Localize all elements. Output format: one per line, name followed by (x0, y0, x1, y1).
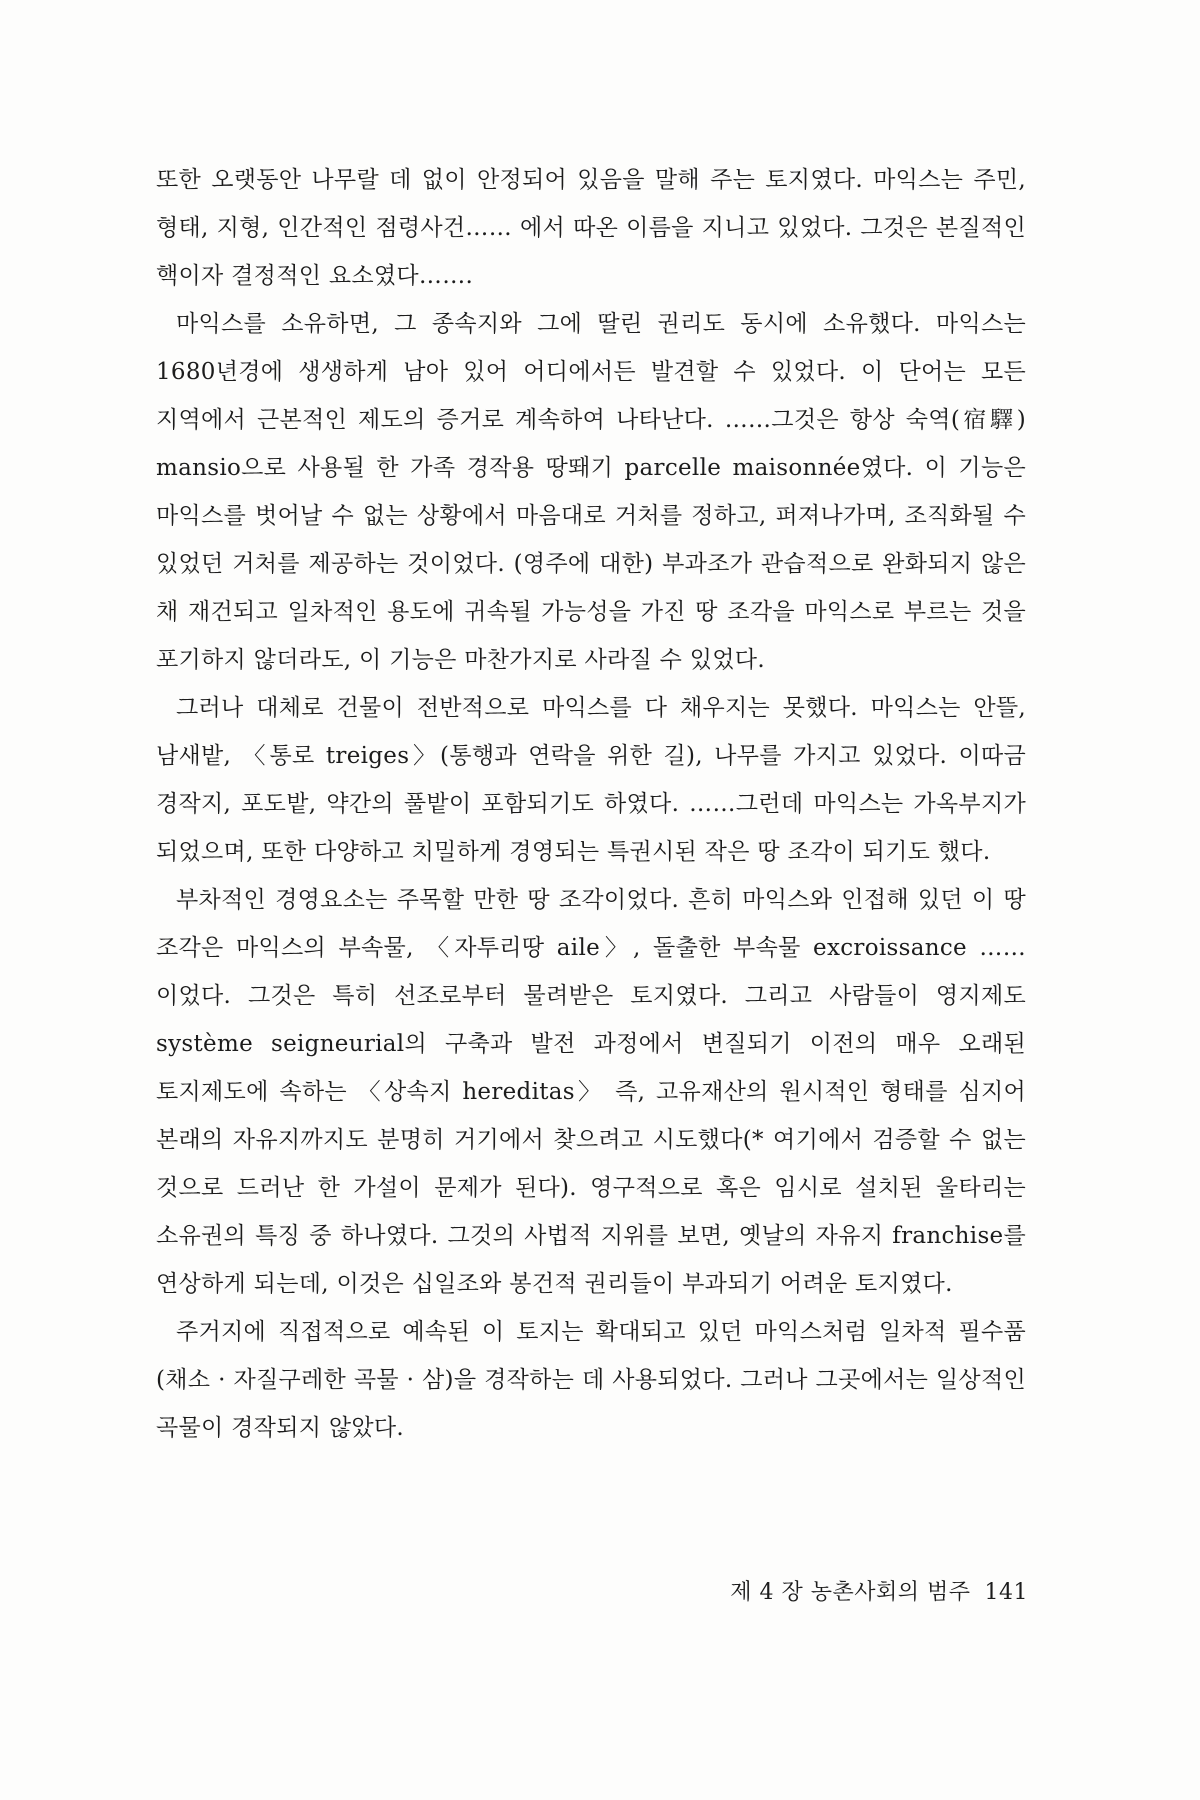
paragraph-3: 그러나 대체로 건물이 전반적으로 마익스를 다 채우지는 못했다. 마익스는 안뜰, 남새밭, 〈통로 treiges〉(통행과 연락을 위한 길), 나무를 가지고 있었다. 이따금 경작지, 포도밭, 약간의 풀밭이 포함되기도 하였다. ……그런데 마익스는 가옥부지가 되었으며, 또한 다양하고 치밀하게 경영되는 특권시된 작은 땅 조각이 되기도 했다. (156, 695, 1026, 865)
paragraph-4: 부차적인 경영요소는 주목할 만한 땅 조각이었다. 흔히 마익스와 인접해 있던 이 땅 조각은 마익스의 부속물, 〈자투리땅 aile〉, 돌출한 부속물 excroissance ……이었다. 그것은 특히 선조로부터 물려받은 토지였다. 그리고 사람들이 영지제도 système seigneurial의 구축과 발전 과정에서 변질되기 이전의 매우 오래된 토지제도에 속하는 〈상속지 hereditas〉 즉, 고유재산의 원시적인 형태를 심지어 본래의 자유지까지도 분명히 거기에서 찾으려고 시도했다(* 여기에서 검증할 수 없는 것으로 드러난 한 가설이 문제가 된다). 영구적으로 혹은 임시로 설치된 울타리는 소유권의 특징 중 하나였다. 그것의 사법적 지위를 보면, 옛날의 자유지 franchise를 연상하게 되는데, 이것은 십일조와 봉건적 권리들이 부과되기 어려운 토지였다. (156, 887, 1026, 1297)
paragraph-5: 주거지에 직접적으로 예속된 이 토지는 확대되고 있던 마익스처럼 일차적 필수품(채소 · 자질구레한 곡물 · 삼)을 경작하는 데 사용되었다. 그러나 그곳에서는 일상적인 곡물이 경작되지 않았다. (156, 1319, 1026, 1441)
chapter-title: 제 4 장 농촌사회의 범주 (730, 1580, 971, 1605)
body-text (156, 156, 1026, 1452)
paragraph-2: 마익스를 소유하면, 그 종속지와 그에 딸린 권리도 동시에 소유했다. 마익스는 1680년경에 생생하게 남아 있어 어디에서든 발견할 수 있었다. 이 단어는 모든 지역에서 근본적인 제도의 증거로 계속하여 나타난다. ……그것은 항상 숙역(宿驛) mansio으로 사용될 한 가족 경작용 땅뙈기 parcelle maisonnée였다. 이 기능은 마익스를 벗어날 수 없는 상황에서 마음대로 거처를 정하고, 퍼져나가며, 조직화될 수 있었던 거처를 제공하는 것이었다. (영주에 대한) 부과조가 관습적으로 완화되지 않은 채 재건되고 일차적인 용도에 귀속될 가능성을 가진 땅 조각을 마익스로 부르는 것을 포기하지 않더라도, 이 기능은 마찬가지로 사라질 수 있었다. (156, 311, 1026, 673)
page-number: 141 (984, 1580, 1028, 1605)
page-footer (730, 1575, 1028, 1606)
paragraph-1: 또한 오랫동안 나무랄 데 없이 안정되어 있음을 말해 주는 토지였다. 마익스는 주민, 형태, 지형, 인간적인 점령사건…… 에서 따온 이름을 지니고 있었다. 그것은 본질적인 핵이자 결정적인 요소였다……. (156, 167, 1026, 289)
